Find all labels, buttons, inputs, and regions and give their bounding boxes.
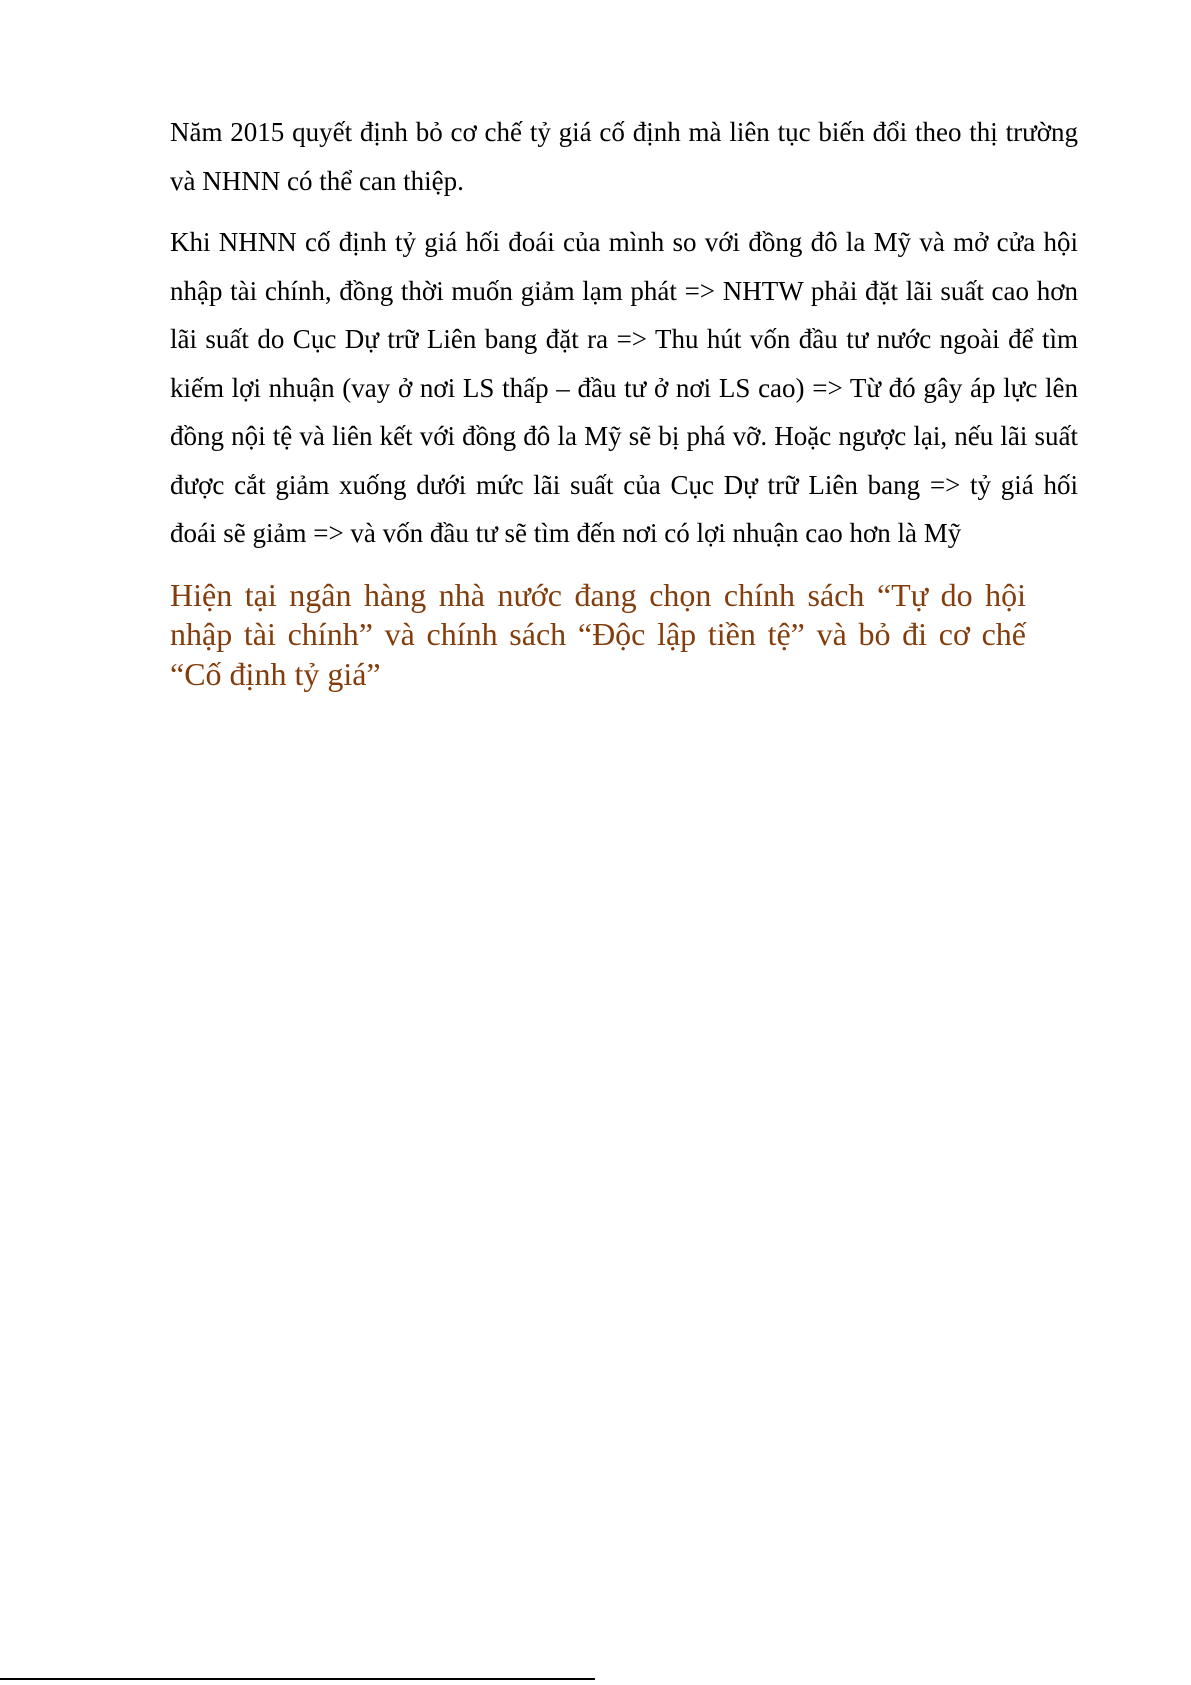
conclusion-heading: Hiện tại ngân hàng nhà nước đang chọn chính sách “Tự do hội nhập tài chính” và chính sách “Độc lập tiền tệ” và bỏ đi cơ chế “Cố định tỷ giá” (170, 576, 1026, 692)
paragraph-fixed-rate-explanation: Khi NHNN cố định tỷ giá hối đoái của mình so với đồng đô la Mỹ và mở cửa hội nhập tài chính, đồng thời muốn giảm lạm phát => NHTW phải đặt lãi suất cao hơn lãi suất do Cục Dự trữ Liên bang đặt ra => Thu hút vốn đầu tư nước ngoài để tìm kiếm lợi nhuận (vay ở nơi LS thấp – đầu tư ở nơi LS cao) => Từ đó gây áp lực lên đồng nội tệ và liên kết với đồng đô la Mỹ sẽ bị phá vỡ. Hoặc ngược lại, nếu lãi suất được cắt giảm xuống dưới mức lãi suất của Cục Dự trữ Liên bang => tỷ giá hối đoái sẽ giảm => và vốn đầu tư sẽ tìm đến nơi có lợi nhuận cao hơn là Mỹ (170, 227, 1078, 548)
page-bottom-divider (0, 1678, 595, 1680)
document-page (170, 108, 1078, 694)
paragraph-exchange-rate-2015: Năm 2015 quyết định bỏ cơ chế tỷ giá cố định mà liên tục biến đổi theo thị trường và NHNN có thể can thiệp. (170, 117, 1078, 196)
